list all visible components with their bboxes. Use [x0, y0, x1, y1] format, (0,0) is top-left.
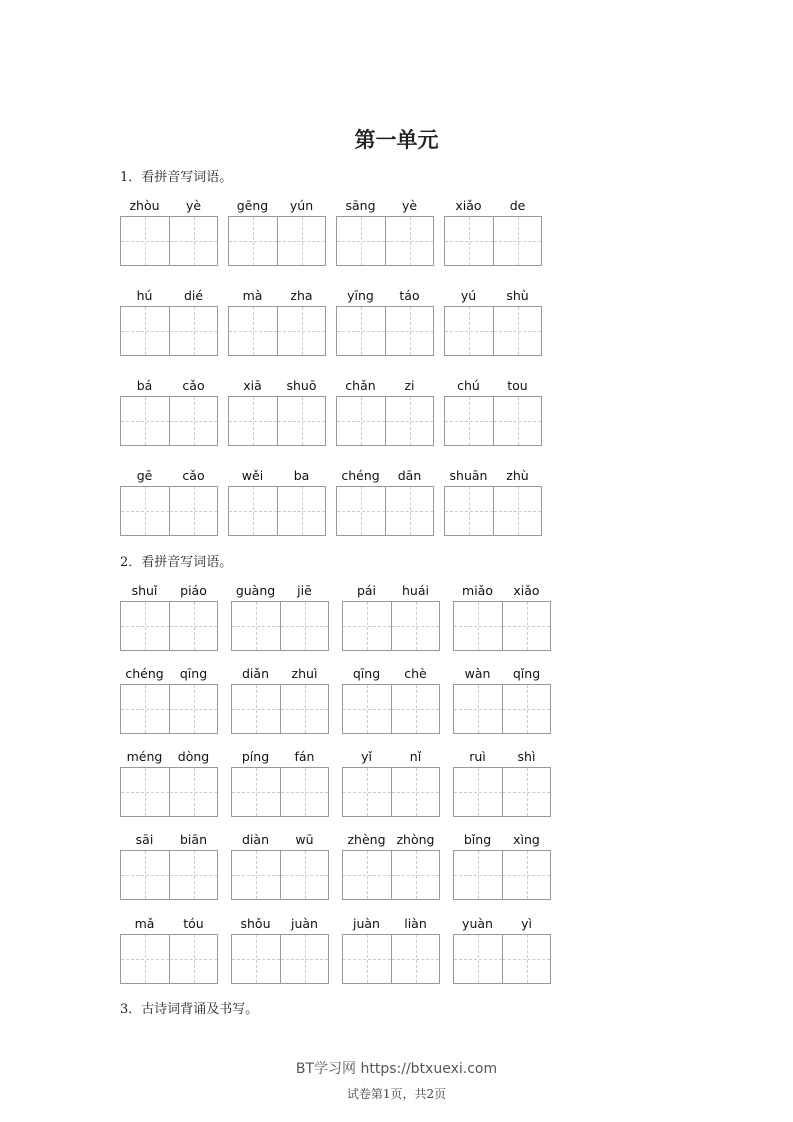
pinyin: zhèng [347, 832, 386, 847]
pinyin-row [444, 468, 542, 486]
question-1-label: 1．看拼音写词语。 [120, 170, 233, 185]
writing-grid [453, 684, 551, 734]
pinyin-row [228, 378, 326, 396]
tianzige-cell[interactable] [385, 217, 434, 265]
writing-grid [120, 486, 218, 536]
word-group [120, 916, 218, 984]
tianzige-cell[interactable] [229, 487, 277, 535]
pinyin: dié [183, 288, 204, 303]
writing-grid [120, 216, 218, 266]
tianzige-cell[interactable] [280, 685, 329, 733]
pinyin: tóu [183, 916, 204, 931]
pinyin-row [444, 288, 542, 306]
tianzige-cell[interactable] [277, 397, 326, 445]
writing-grid [453, 934, 551, 984]
pinyin-row [336, 378, 434, 396]
pinyin: shǒu [240, 916, 271, 931]
tianzige-cell[interactable] [343, 935, 391, 983]
pinyin: miǎo [462, 583, 493, 598]
pinyin: chú [457, 378, 480, 393]
word-group [228, 288, 326, 356]
word-group [342, 666, 440, 734]
tianzige-cell[interactable] [277, 217, 326, 265]
word-group [444, 198, 542, 266]
pinyin-row [342, 583, 440, 601]
pinyin: wěi [241, 468, 264, 483]
pinyin-row [120, 832, 218, 850]
writing-grid [453, 767, 551, 817]
pinyin: shuō [286, 378, 317, 393]
tianzige-cell[interactable] [169, 685, 218, 733]
tianzige-cell[interactable] [502, 851, 551, 899]
word-group [342, 916, 440, 984]
tianzige-cell[interactable] [121, 851, 169, 899]
pinyin: shuǐ [131, 583, 158, 598]
pinyin-row [120, 666, 218, 684]
pinyin-row [342, 666, 440, 684]
word-group [336, 468, 434, 536]
tianzige-cell[interactable] [343, 685, 391, 733]
word-group [444, 468, 542, 536]
pinyin: dān [397, 468, 422, 483]
page-title: 第一单元 [354, 127, 439, 152]
pinyin: huái [402, 583, 429, 598]
tianzige-cell[interactable] [337, 217, 385, 265]
tianzige-cell[interactable] [385, 397, 434, 445]
pinyin: cǎo [182, 468, 205, 483]
page-footer: 试卷第1页，共2页 [346, 1087, 447, 1101]
word-group [228, 198, 326, 266]
pinyin-row [120, 198, 218, 216]
pinyin: dòng [177, 749, 210, 764]
pinyin: de [509, 198, 526, 213]
tianzige-cell[interactable] [169, 602, 218, 650]
tianzige-cell[interactable] [502, 602, 551, 650]
pinyin-row [231, 666, 329, 684]
tianzige-cell[interactable] [232, 935, 280, 983]
pinyin-row [453, 832, 551, 850]
pinyin: biān [180, 832, 207, 847]
word-group [231, 749, 329, 817]
word-group [120, 583, 218, 651]
pinyin-row [231, 916, 329, 934]
pinyin-row [453, 666, 551, 684]
pinyin: juàn [353, 916, 380, 931]
tianzige-cell[interactable] [454, 851, 502, 899]
writing-grid [120, 601, 218, 651]
pinyin-row [120, 378, 218, 396]
pinyin: qīng [179, 666, 208, 681]
tianzige-cell[interactable] [280, 768, 329, 816]
tianzige-cell[interactable] [385, 307, 434, 355]
pinyin: sāi [135, 832, 154, 847]
tianzige-cell[interactable] [502, 935, 551, 983]
pinyin-row [120, 288, 218, 306]
pinyin: zha [290, 288, 313, 303]
pinyin-row [453, 749, 551, 767]
tianzige-cell[interactable] [391, 851, 440, 899]
pinyin-row [231, 832, 329, 850]
word-group [453, 666, 551, 734]
writing-grid [120, 684, 218, 734]
writing-grid [336, 396, 434, 446]
pinyin: gē [136, 468, 153, 483]
pinyin: chéng [341, 468, 380, 483]
writing-grid [336, 216, 434, 266]
pinyin-row [336, 468, 434, 486]
word-group [231, 916, 329, 984]
watermark: BT学习网 https://btxuexi.com [295, 1061, 498, 1077]
tianzige-cell[interactable] [493, 487, 542, 535]
writing-grid [342, 767, 440, 817]
pinyin: táo [399, 288, 420, 303]
pinyin: zhòng [396, 832, 435, 847]
tianzige-cell[interactable] [445, 487, 493, 535]
pinyin: liàn [404, 916, 427, 931]
writing-grid [342, 601, 440, 651]
tianzige-cell[interactable] [121, 685, 169, 733]
pinyin: yì [521, 916, 532, 931]
tianzige-cell[interactable] [445, 217, 493, 265]
word-group [231, 666, 329, 734]
word-group [342, 583, 440, 651]
pinyin-row [120, 468, 218, 486]
word-group [336, 288, 434, 356]
tianzige-cell[interactable] [169, 217, 218, 265]
writing-grid [228, 486, 326, 536]
pinyin: nǐ [409, 749, 422, 764]
writing-grid [336, 306, 434, 356]
tianzige-cell[interactable] [121, 307, 169, 355]
tianzige-cell[interactable] [232, 851, 280, 899]
word-group [120, 666, 218, 734]
pinyin: zhòu [129, 198, 160, 213]
tianzige-cell[interactable] [229, 307, 277, 355]
writing-grid [336, 486, 434, 536]
writing-grid [444, 306, 542, 356]
word-group [453, 749, 551, 817]
tianzige-cell[interactable] [229, 397, 277, 445]
pinyin-row [120, 749, 218, 767]
word-group [453, 583, 551, 651]
word-group [342, 749, 440, 817]
pinyin: wū [295, 832, 314, 847]
pinyin-row [228, 198, 326, 216]
writing-grid [342, 850, 440, 900]
tianzige-cell[interactable] [232, 768, 280, 816]
tianzige-cell[interactable] [493, 217, 542, 265]
pinyin: qīng [352, 666, 381, 681]
word-group [120, 378, 218, 446]
pinyin: yuàn [462, 916, 493, 931]
pinyin: bá [136, 378, 153, 393]
pinyin: sāng [345, 198, 376, 213]
pinyin-row [336, 198, 434, 216]
writing-grid [231, 850, 329, 900]
pinyin: chǎn [345, 378, 376, 393]
tianzige-cell[interactable] [343, 768, 391, 816]
pinyin: cǎo [182, 378, 205, 393]
word-group [228, 378, 326, 446]
tianzige-cell[interactable] [454, 768, 502, 816]
pinyin: yè [401, 198, 418, 213]
pinyin: juàn [291, 916, 318, 931]
pinyin: xiǎo [455, 198, 482, 213]
tianzige-cell[interactable] [337, 487, 385, 535]
writing-grid [231, 684, 329, 734]
pinyin: shì [517, 749, 536, 764]
word-group [120, 832, 218, 900]
pinyin: fán [294, 749, 315, 764]
tianzige-cell[interactable] [391, 602, 440, 650]
tianzige-cell[interactable] [454, 685, 502, 733]
pinyin: zi [404, 378, 415, 393]
tianzige-cell[interactable] [280, 851, 329, 899]
pinyin: píng [241, 749, 270, 764]
writing-grid [342, 684, 440, 734]
pinyin: mà [242, 288, 263, 303]
tianzige-cell[interactable] [121, 768, 169, 816]
pinyin-row [228, 468, 326, 486]
word-group [444, 288, 542, 356]
pinyin: tou [507, 378, 528, 393]
pinyin-row [336, 288, 434, 306]
pinyin: diǎn [242, 666, 269, 681]
writing-grid [228, 216, 326, 266]
writing-grid [342, 934, 440, 984]
writing-grid [231, 934, 329, 984]
word-group [120, 749, 218, 817]
writing-grid [120, 767, 218, 817]
pinyin: qǐng [512, 666, 541, 681]
pinyin-row [453, 916, 551, 934]
pinyin: jiē [297, 583, 312, 598]
tianzige-cell[interactable] [169, 487, 218, 535]
pinyin-row [342, 916, 440, 934]
question-2-label: 2．看拼音写词语。 [120, 555, 233, 570]
writing-grid [453, 850, 551, 900]
pinyin-row [231, 583, 329, 601]
writing-grid [120, 306, 218, 356]
tianzige-cell[interactable] [121, 935, 169, 983]
pinyin: yǐ [361, 749, 372, 764]
word-group [336, 198, 434, 266]
tianzige-cell[interactable] [169, 397, 218, 445]
tianzige-cell[interactable] [391, 935, 440, 983]
pinyin: xiā [243, 378, 262, 393]
tianzige-cell[interactable] [121, 217, 169, 265]
pinyin: zhù [506, 468, 529, 483]
writing-grid [444, 396, 542, 446]
pinyin: xìng [513, 832, 540, 847]
word-group [120, 288, 218, 356]
tianzige-cell[interactable] [169, 851, 218, 899]
pinyin: bǐng [463, 832, 492, 847]
word-group [453, 832, 551, 900]
pinyin: xiǎo [513, 583, 540, 598]
writing-grid [444, 216, 542, 266]
tianzige-cell[interactable] [445, 397, 493, 445]
tianzige-cell[interactable] [337, 307, 385, 355]
tianzige-cell[interactable] [502, 768, 551, 816]
pinyin: guàng [235, 583, 276, 598]
pinyin-row [120, 916, 218, 934]
tianzige-cell[interactable] [232, 685, 280, 733]
pinyin: pái [356, 583, 377, 598]
word-group [342, 832, 440, 900]
tianzige-cell[interactable] [391, 685, 440, 733]
pinyin-row [231, 749, 329, 767]
tianzige-cell[interactable] [121, 397, 169, 445]
pinyin: yún [289, 198, 314, 213]
tianzige-cell[interactable] [169, 307, 218, 355]
pinyin: ba [293, 468, 310, 483]
word-group [228, 468, 326, 536]
tianzige-cell[interactable] [229, 217, 277, 265]
writing-grid [120, 396, 218, 446]
question-3-label: 3．古诗词背诵及书写。 [120, 1002, 259, 1017]
tianzige-cell[interactable] [385, 487, 434, 535]
tianzige-cell[interactable] [121, 487, 169, 535]
pinyin-row [444, 378, 542, 396]
tianzige-cell[interactable] [391, 768, 440, 816]
pinyin: ruì [469, 749, 486, 764]
word-group [453, 916, 551, 984]
tianzige-cell[interactable] [493, 397, 542, 445]
pinyin-row [342, 749, 440, 767]
tianzige-cell[interactable] [502, 685, 551, 733]
pinyin: gēng [236, 198, 269, 213]
pinyin: yú [460, 288, 477, 303]
writing-grid [444, 486, 542, 536]
tianzige-cell[interactable] [343, 602, 391, 650]
pinyin-row [228, 288, 326, 306]
tianzige-cell[interactable] [277, 487, 326, 535]
word-group [231, 583, 329, 651]
pinyin: yè [185, 198, 202, 213]
tianzige-cell[interactable] [121, 602, 169, 650]
word-group [231, 832, 329, 900]
tianzige-cell[interactable] [343, 851, 391, 899]
tianzige-cell[interactable] [280, 935, 329, 983]
tianzige-cell[interactable] [277, 307, 326, 355]
word-group [336, 378, 434, 446]
pinyin: hú [136, 288, 153, 303]
pinyin: piáo [180, 583, 207, 598]
pinyin: méng [126, 749, 163, 764]
writing-grid [120, 850, 218, 900]
pinyin: shuān [449, 468, 488, 483]
pinyin: shù [506, 288, 529, 303]
pinyin: zhuì [291, 666, 318, 681]
tianzige-cell[interactable] [169, 768, 218, 816]
pinyin: chè [404, 666, 427, 681]
writing-grid [228, 306, 326, 356]
writing-grid [120, 934, 218, 984]
pinyin: chéng [125, 666, 164, 681]
tianzige-cell[interactable] [493, 307, 542, 355]
pinyin-row [120, 583, 218, 601]
writing-grid [231, 767, 329, 817]
tianzige-cell[interactable] [232, 602, 280, 650]
writing-grid [231, 601, 329, 651]
pinyin: wàn [464, 666, 491, 681]
word-group [444, 378, 542, 446]
writing-grid [453, 601, 551, 651]
tianzige-cell[interactable] [169, 935, 218, 983]
writing-grid [228, 396, 326, 446]
pinyin-row [342, 832, 440, 850]
pinyin: diàn [242, 832, 269, 847]
tianzige-cell[interactable] [454, 935, 502, 983]
tianzige-cell[interactable] [280, 602, 329, 650]
pinyin: yīng [347, 288, 374, 303]
pinyin: mǎ [134, 916, 155, 931]
tianzige-cell[interactable] [454, 602, 502, 650]
word-group [120, 468, 218, 536]
pinyin-row [453, 583, 551, 601]
word-group [120, 198, 218, 266]
tianzige-cell[interactable] [445, 307, 493, 355]
pinyin-row [444, 198, 542, 216]
tianzige-cell[interactable] [337, 397, 385, 445]
